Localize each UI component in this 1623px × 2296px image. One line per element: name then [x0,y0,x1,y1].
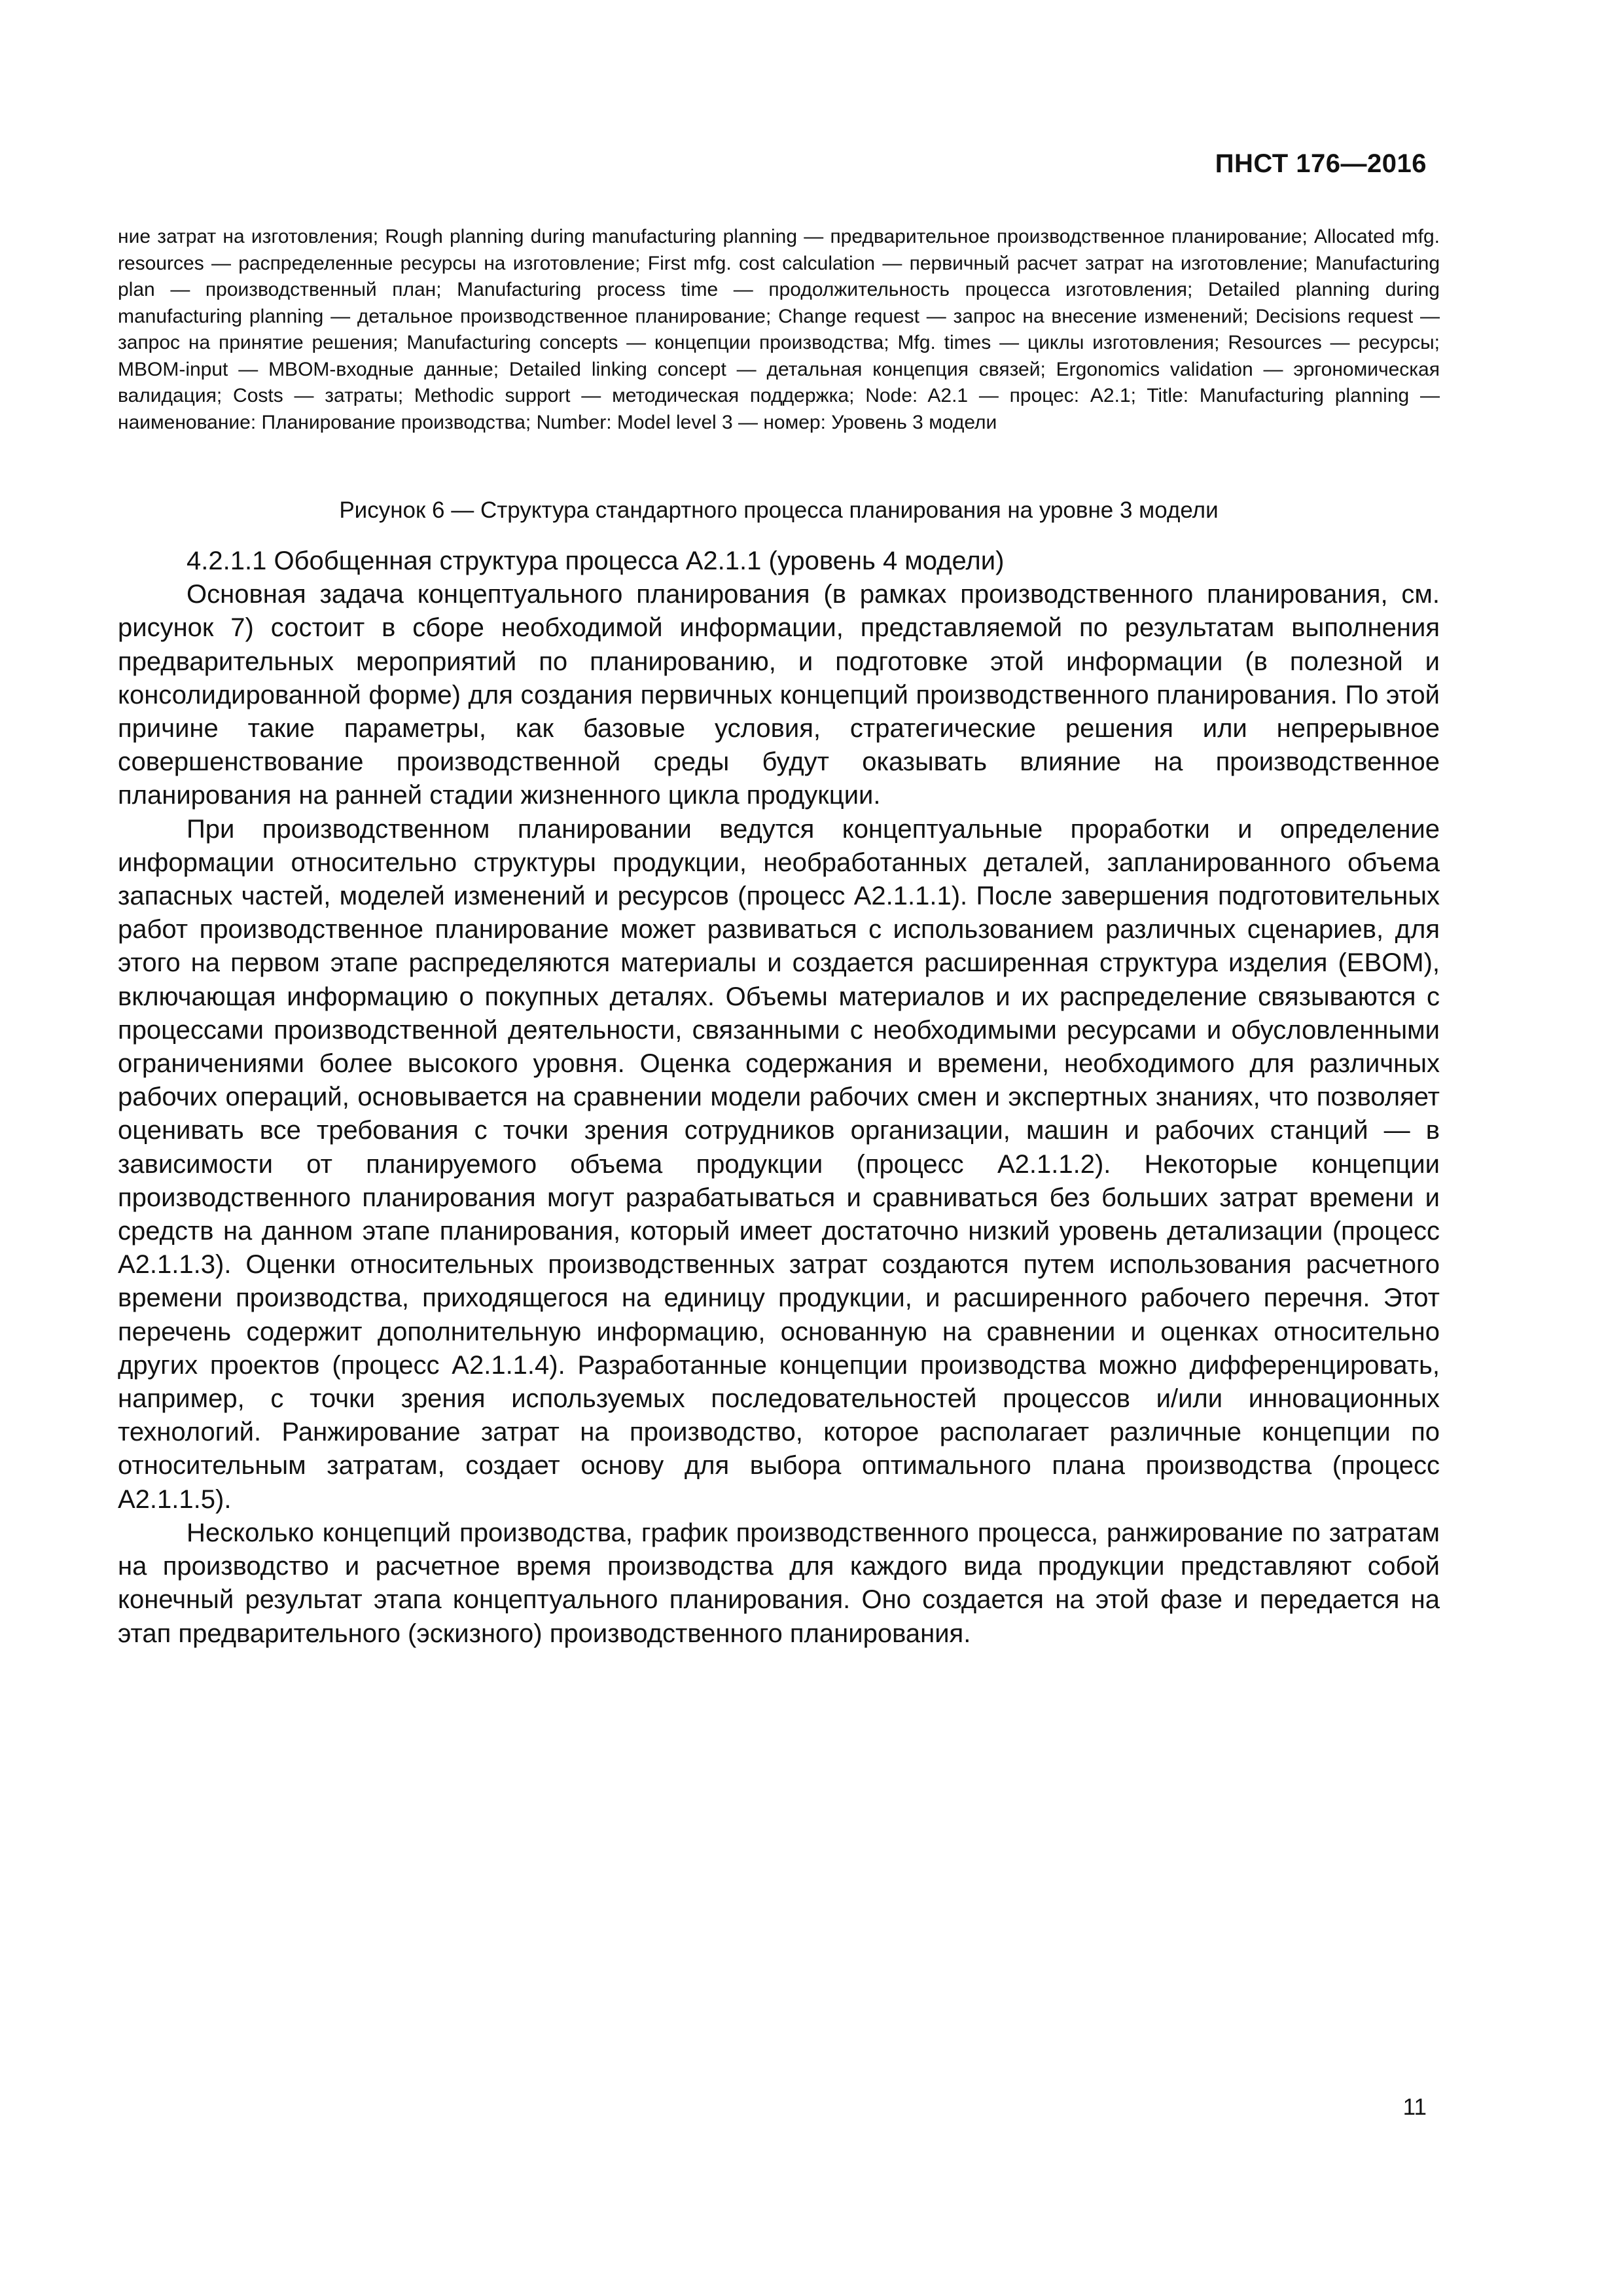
figure-caption: Рисунок 6 — Структура стандартного процесса планирования на уровне 3 модели [339,497,1219,523]
main-text [118,545,1440,1651]
paragraph-2: При производственном планировании ведутся концептуальные проработки и определение информации относительно структуры продукции, необработанных деталей, запланированного объема запасных частей, моделей изменений и ресурсов (процесс A2.1.1.1). После завершения подготовительных работ производственное планирование может развиваться с использованием различных сценариев, для этого на первом этапе распределяются материалы и создается расширенная структура изделия (EBOM), включающая информацию о покупных деталях. Объемы материалов и их распределение связываются с процессами производственной деятельности, связанными с необходимыми ресурсами и обусловленными ограничениями более высокого уровня. Оценка содержания и времени, необходимого для различных рабочих операций, основывается на сравнении модели рабочих смен и экспертных знаниях, что позволяет оценивать все требования с точки зрения сотрудников организации, машин и рабочих станций — в зависимости от планируемого объема продукции (процесс A2.1.1.2). Некоторые концепции производственного планирования могут разрабатываться и сравниваться без больших затрат времени и средств на данном этапе планирования, который имеет достаточно низкий уровень детализации (процесс A2.1.1.3). Оценки относительных производственных затрат создаются путем использования расчетного времени производства, приходящегося на единицу продукции, и расширенного рабочего перечня. Этот перечень содержит дополнительную информацию, основанную на сравнении и оценках относительно других проектов (процесс A2.1.1.4). Разработанные концепции производства можно дифференцировать, например, с точки зрения используемых последовательностей процессов и/или инновационных технологий. Ранжирование затрат на производство, которое располагает различные концепции по относительным затратам, создает основу для выбора оптимального плана производства (процесс A2.1.1.5). [118,814,1440,1514]
section-heading: 4.2.1.1 Обобщенная структура процесса A2.1.1 (уровень 4 модели) [187,547,1005,575]
paragraph-1: Основная задача концептуального планирования (в рамках производственного планирования, см. рисунок 7) состоит в сборе необходимой информации, представляемой по результатам выполнения предварительных мероприятий по планированию, и подготовке этой информации (в полезной и консолидированной форме) для создания первичных концепций производственного планирования. По этой причине такие параметры, как базовые условия, стратегические решения или непрерывное совершенствование производственной среды будут оказывать влияние на производственное планирования на ранней стадии жизненного цикла продукции. [118,580,1440,810]
document-code: ПНСТ 176—2016 [1215,149,1427,178]
figure-legend-text: ние затрат на изготовления; Rough planning during manufacturing planning — предварительное производственное планирование; Allocated mfg. resources — распределенные ресурсы на изготовление; First mfg. cost calculation — первичный расчет затрат на изготовление; Manufacturing plan — производственный план; Manufacturing process time — продолжительность процесса изготовления; Detailed planning during manufacturing planning — детальное производственное планирование; Change request — запрос на внесение изменений; Decisions request — запрос на принятие решения; Manufacturing concepts — концепции производства; Mfg. times — циклы изготовления; Resources — ресурсы; MBOM-input — MBOM-входные данные; Detailed linking concept — детальная концепция связей; Ergonomics validation — эргономическая валидация; Costs — затраты; Methodic support — методическая поддержка; Node: A2.1 — процес: A2.1; Title: Manufacturing planning — наименование: Планирование производства; Number: Model level 3 — номер: Уровень 3 модели [118,226,1440,433]
page-number: 11 [1402,2094,1427,2120]
paragraph-3: Несколько концепций производства, график производственного процесса, ранжирование по затратам на производство и расчетное время производства для каждого вида продукции представляют собой конечный результат этапа концептуального планирования. Оно создается на этой фазе и передается на этап предварительного (эскизного) производственного планирования. [118,1518,1440,1648]
